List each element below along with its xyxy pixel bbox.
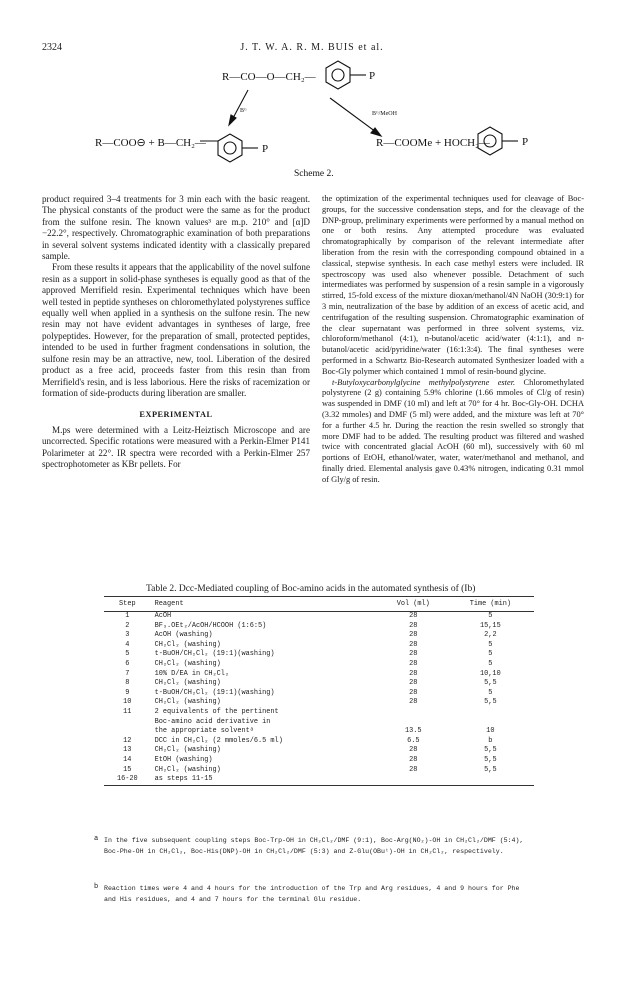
cell-time: 5,5: [484, 755, 497, 764]
right-column: [322, 194, 584, 486]
section-heading: EXPERIMENTAL: [139, 410, 213, 420]
table-row: [104, 766, 534, 776]
left-column: [42, 194, 310, 470]
cell-time: b: [488, 736, 493, 745]
paragraph: the optimization of the experimental techniques used for cleavage of Boc-groups, for the successive condensation steps, and for the cleavage of the DNP-group, preliminary experiments were performed by a manual method on one or both resins. Any attempted procedure was evaluated chromatographically by comparison of the relevant intermediate after liberation from the resin with the corresponding compound obtained in a classical, stepwise synthesis. In each case methyl esters were included. IR spectroscopy was used also whenever possible. Detachment of such intermediates was performed by suspension of a resin sample in a vigorously stirred, 15-fold excess of the mixture dioxan/methanol/4N NaOH (30:9:1) for 3 min, neutralization of the base by addition of an excess of acetic acid, and centrifugation of the resulting suspension. Chromatographic examination of the clear supernatant was performed in three solvent systems, viz. chloroform/methanol (4:1), n-butanol/acetic acid/water (4:1:1), and n-butanol/acetic acid/pyridine/water (16:1:3:4). The final syntheses were performed in a Schwartz Bio-Research automated Synthesizer loaded with a Boc-Gly polymer which contained 1 mmol of resin-bound glycine.: [322, 194, 584, 376]
steps-table: [104, 596, 534, 786]
running-title: J. T. W. A. R. M. BUIS et al.: [240, 42, 384, 53]
cell-vol: 28: [409, 650, 418, 659]
cell-time: 5: [488, 612, 493, 620]
cell-time: 5,5: [484, 765, 497, 774]
cell-time: 5: [488, 659, 493, 668]
cell-time: 15,15: [480, 621, 501, 630]
table-row: [104, 756, 534, 766]
cell-reagent: BF₃.OEt₂/AcOH/HCOOH (1:6:5): [154, 621, 267, 630]
cell-vol: [380, 775, 447, 785]
cell-time: 5: [488, 650, 493, 659]
header-time: Time (min): [447, 597, 534, 612]
cell-reagent: as steps 11-15: [151, 775, 380, 785]
cell-step: 2: [125, 621, 130, 630]
paragraph: From these results it appears that the applicability of the novel sulfone resin as a support in solid-phase syntheses is equally good as that of the approved Merrifield resin. Experimental techniques which have been well tested in peptide syntheses on chloromethylated polystyrenes suffice equally well when applied in a synthesis on the sulfone resin. The new resin may not have evident advantages in syntheses of large, free polypeptides. However, for the preparation of small, protected peptides, intended to be used in further fragment condensations in solution, the sulfone resin may be an attractive, new, tool. Liberation of the desired product as a free acid, proceeds faster from this resin than from Merrifield's resin, and is less laborious. Here the risks of racemization or formation of side-products during liberation are smaller.: [42, 262, 310, 398]
table-header-row: [104, 597, 534, 612]
cell-vol: 13.5: [405, 727, 422, 736]
paragraph: product required 3–4 treatments for 3 min each with the basic reagent. The physical constants of the product were the same as for the product from the sulfone resin. The known values³ are m.p. 210° and [α]D −22.2°, respectively. Chromatographic examination of both preparations in several solvent systems indicated identity with a classically prepared sample.: [42, 194, 310, 262]
scheme-b-plus: Bᴳ: [240, 108, 247, 114]
cell-step: 12: [123, 736, 132, 745]
cell-step: 13: [123, 746, 132, 755]
cell-vol: 28: [409, 746, 418, 755]
footnote-b-text: Reaction times were 4 and 4 hours for the introduction of the Trp and Arg residues, 4 and 9 hours for Phe and His residues, and 4 and 7 hours for the terminal Glu residue.: [104, 885, 520, 903]
cell-vol: 28: [409, 659, 418, 668]
cell-vol: 28: [409, 688, 418, 697]
cell-time: 10: [486, 727, 495, 736]
header-vol: Vol (ml): [380, 597, 447, 612]
cell-step: 10: [123, 698, 132, 707]
paragraph-text: Chloromethylated polystyrene (2 g) containing 5.9% chlorine (1.66 mmoles of Cl/g of resin) was suspended in DMF (10 ml) and left at 70° for 4 hr. Boc-Gly-OH. DCHA (3.32 mmoles) and DMF (5 ml) were added, and the mixture was left at 70° for a further 4.5 hr. During the reaction the resin swelled so strongly that more DMF had to be added. The resulting product was filtered and washed twice with concentrated glacial AcOH (60 ml), successively with 60 ml portions of EtOH, ethanol/water, water, water/methanol and methanol, and finally dried. Elemental analysis gave 0.43% nitrogen, indicating 0.31 mmol of Gly/g of resin.: [322, 377, 584, 484]
scheme-left-product: R—COO⊖ + B—CH₂—: [95, 137, 206, 149]
cell-vol: 28: [409, 755, 418, 764]
header-reagent: Reagent: [151, 597, 380, 612]
cell-step: 15: [123, 765, 132, 774]
footnote-a-text: In the five subsequent coupling steps Boc-Trp-OH in CH₂Cl₂/DMF (9:1), Boc-Arg(NO₂)-OH in CH₂Cl₂/DMF (5:4), Boc-Phe-OH in CH₂Cl₂, Boc-His(DNP)-OH in CH₂Cl₂/DMF (5:3) and Z-Glu(OBuᵗ)-OH in CH₂Cl₂, respectively.: [104, 837, 524, 855]
table-row: [104, 650, 534, 660]
cell-time: 10,10: [480, 669, 501, 678]
cell-reagent: CH₂Cl₂ (washing): [154, 679, 221, 688]
cell-reagent: Boc-amino acid derivative in: [154, 717, 271, 726]
header-step: Step: [104, 597, 151, 612]
footnote-a: [94, 835, 534, 857]
cell-step: [104, 727, 151, 737]
table-row: [104, 689, 534, 699]
cell-vol: 28: [409, 631, 418, 640]
cell-vol: 28: [409, 621, 418, 630]
cell-step: 3: [125, 631, 130, 640]
table-row: [104, 612, 534, 622]
cell-vol: 28: [409, 679, 418, 688]
cell-vol: 28: [409, 612, 418, 620]
cell-time: 5,5: [484, 746, 497, 755]
scheme-p-right: P: [522, 136, 529, 148]
cell-time: [447, 718, 534, 728]
cell-vol: 28: [409, 669, 418, 678]
arrow-right: [330, 98, 376, 132]
table-row: [104, 660, 534, 670]
cell-reagent: CH₂Cl₂ (washing): [154, 746, 221, 755]
cell-reagent: CH₂Cl₂ (washing): [154, 698, 221, 707]
cell-step: [104, 718, 151, 728]
scheme-right-product: R—COOMe + HOCH₂—: [376, 137, 490, 149]
cell-step: 7: [125, 669, 130, 678]
cell-vol: 28: [409, 640, 418, 649]
footnote-b-mark: b: [94, 883, 99, 891]
reaction-scheme: [0, 0, 624, 180]
table-row: [104, 737, 534, 747]
table-row: [104, 718, 534, 728]
cell-vol: [380, 718, 447, 728]
table-row: [104, 641, 534, 651]
cell-time: [447, 708, 534, 718]
scheme-p-left: P: [262, 143, 269, 155]
table-row: [104, 670, 534, 680]
cell-time: 2,2: [484, 631, 497, 640]
page-number: 2324: [42, 42, 62, 53]
cell-reagent: AcOH (washing): [154, 631, 213, 640]
cell-reagent: CH₂Cl₂ (washing): [154, 765, 221, 774]
paragraph: [322, 378, 584, 486]
table-row: [104, 631, 534, 641]
cell-time: 5: [488, 688, 493, 697]
footnote-b: [94, 883, 534, 905]
cell-reagent: 2 equivalents of the pertinent: [154, 707, 279, 716]
cell-vol: [380, 708, 447, 718]
table-row: [104, 622, 534, 632]
cell-step: 9: [125, 688, 130, 697]
cell-reagent: DCC in CH₂Cl₂ (2 mmoles/6.5 ml): [154, 736, 283, 745]
footnote-a-mark: a: [94, 835, 99, 843]
cell-time: 5,5: [484, 698, 497, 707]
compound-title: t-Butyloxycarbonylglycine methylpolystyrene ester.: [332, 377, 516, 387]
cell-reagent: AcOH: [154, 612, 172, 620]
cell-reagent: t-BuOH/CH₂Cl₂ (19:1)(washing): [154, 650, 275, 659]
table-row: [104, 775, 534, 785]
scheme-b-meoh: Bᴳ/MeOH: [372, 111, 397, 117]
cell-vol: 28: [409, 698, 418, 707]
benzene-ring-top: [326, 61, 350, 89]
benzene-ring-left: [218, 134, 242, 162]
cell-reagent: CH₂Cl₂ (washing): [154, 640, 221, 649]
cell-reagent: EtOH (washing): [154, 755, 213, 764]
table-caption: Table 2. Dcc-Mediated coupling of Boc-amino acids in the automated synthesis of (Ib): [146, 584, 476, 594]
scheme-p-top: P: [369, 70, 376, 82]
cell-vol: 6.5: [407, 736, 420, 745]
cell-step: 11: [123, 707, 132, 716]
cell-step: 16-20: [104, 775, 151, 785]
cell-step: 1: [125, 612, 130, 620]
cell-time: 5: [488, 640, 493, 649]
cell-time: [447, 775, 534, 785]
cell-reagent: t-BuOH/CH₂Cl₂ (19:1)(washing): [154, 688, 275, 697]
table-row: [104, 698, 534, 708]
cell-reagent: 10% D/EA in CH₂Cl₂: [154, 669, 230, 678]
cell-step: 6: [125, 659, 130, 668]
table-row: [104, 727, 534, 737]
cell-step: 8: [125, 679, 130, 688]
table-row: [104, 708, 534, 718]
cell-reagent: the appropriate solventᵃ: [154, 727, 254, 736]
table-row: [104, 746, 534, 756]
scheme-caption: Scheme 2.: [294, 169, 334, 179]
cell-step: 4: [125, 640, 130, 649]
scheme-top-formula: R—CO—O—CH₂—: [222, 71, 316, 83]
paragraph: M.ps were determined with a Leitz-Heiztisch Microscope and are uncorrected. Specific rotations were measured with a Perkin-Elmer P141 Polarimeter at 22°. IR spectra were recorded with a Perkin-Elmer 257 spectrophotometer as KBr pellets. For: [42, 424, 310, 469]
arrow-left: [232, 90, 248, 120]
cell-vol: 28: [409, 765, 418, 774]
cell-step: 14: [123, 755, 132, 764]
cell-time: 5,5: [484, 679, 497, 688]
cell-step: 5: [125, 650, 130, 659]
cell-reagent: CH₂Cl₂ (washing): [154, 659, 221, 668]
table-row: [104, 679, 534, 689]
